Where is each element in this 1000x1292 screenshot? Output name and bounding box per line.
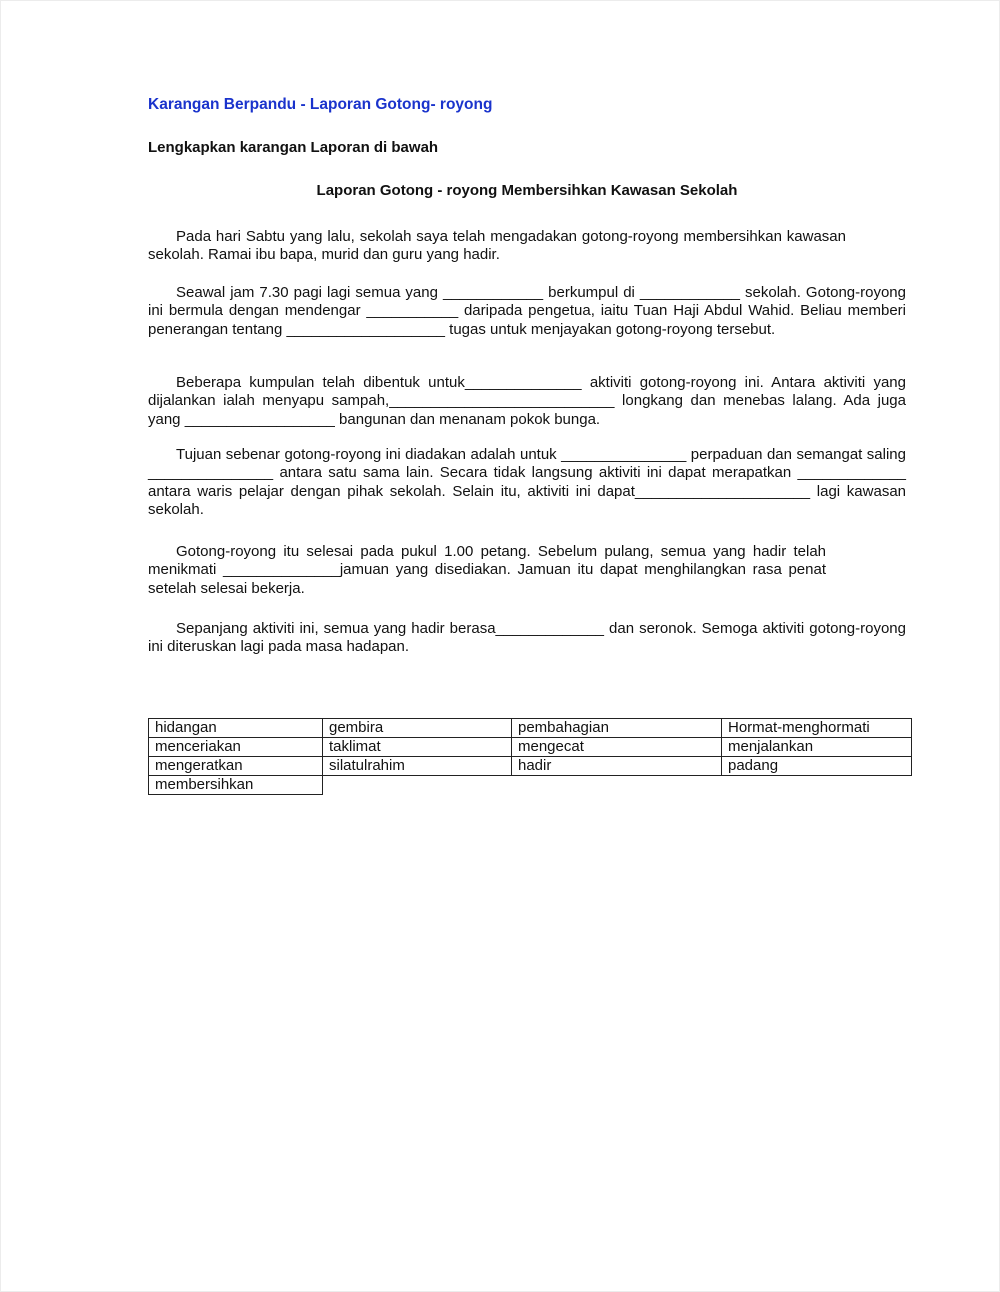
- word-bank-row: [149, 757, 912, 776]
- blank-field[interactable]: _______________: [148, 464, 274, 482]
- text-segment: jamuan yang disediakan. Jamuan itu dapat menghilangkan rasa penat setelah selesai bekerja.: [148, 561, 826, 597]
- blank-field[interactable]: __________________: [184, 410, 335, 428]
- blank-field[interactable]: _____________: [797, 464, 906, 482]
- word-bank-cell: menjalankan: [722, 738, 912, 757]
- essay-title: Laporan Gotong - royong Membersihkan Kawasan Sekolah: [316, 182, 738, 199]
- text-segment: lagi kawasan sekolah.: [148, 482, 907, 518]
- text-segment: dan seronok. Semoga aktiviti gotong-royong ini diteruskan lagi pada masa hadapan.: [148, 620, 906, 656]
- text-segment: tugas untuk menjayakan gotong-royong tersebut.: [444, 320, 776, 338]
- blank-field[interactable]: ___________________: [286, 320, 445, 338]
- instruction-text: Lengkapkan karangan Laporan di bawah: [148, 139, 439, 156]
- empty-cell: [722, 776, 912, 795]
- text-segment: Sepanjang aktiviti ini, semua yang hadir berasa: [176, 620, 496, 637]
- word-bank-cell: menceriakan: [149, 738, 323, 757]
- paragraph-5: [148, 543, 826, 598]
- word-bank-row: [149, 719, 912, 738]
- text-segment: aktiviti gotong-royong ini. Antara aktiviti yang dijalankan ialah menyapu sampah,: [148, 374, 906, 410]
- text-segment: longkang dan menebas lalang. Ada juga yang: [148, 392, 906, 428]
- paragraph-3: [148, 374, 906, 429]
- word-bank-cell: hadir: [512, 757, 722, 776]
- text-segment: Seawal jam 7.30 pagi lagi semua yang: [176, 284, 443, 301]
- paragraph-4: [148, 446, 906, 519]
- text-segment: daripada pengetua, iaitu Tuan Haji Abdul Wahid. Beliau memberi penerangan tentang: [148, 302, 906, 338]
- paragraph-1: Pada hari Sabtu yang lalu, sekolah saya telah mengadakan gotong-royong membersihkan kawasan sekolah. Ramai ibu bapa, murid dan guru yang hadir.: [148, 228, 846, 264]
- word-bank-cell: hidangan: [149, 719, 323, 738]
- text-segment: antara satu sama lain. Secara tidak langsung aktiviti ini dapat merapatkan: [273, 464, 798, 482]
- word-bank-cell: gembira: [323, 719, 512, 738]
- worksheet-title: Karangan Berpandu - Laporan Gotong- royong: [148, 96, 493, 113]
- word-bank-cell: mengeratkan: [149, 757, 323, 776]
- word-bank-cell: taklimat: [323, 738, 512, 757]
- blank-field[interactable]: _______________: [561, 446, 687, 463]
- text-segment: antara waris pelajar dengan pihak sekolah. Selain itu, aktiviti ini dapat: [148, 482, 635, 500]
- blank-field[interactable]: _____________: [495, 620, 604, 637]
- word-bank-cell: silatulrahim: [323, 757, 512, 776]
- word-bank-row: [149, 738, 912, 757]
- text-segment: perpaduan dan semangat saling: [686, 446, 906, 463]
- blank-field[interactable]: ___________________________: [389, 392, 615, 410]
- word-bank-cell: membersihkan: [149, 776, 323, 795]
- empty-cell: [512, 776, 722, 795]
- text-segment: bangunan dan menanam pokok bunga.: [334, 410, 601, 428]
- paragraph-6: [148, 620, 906, 657]
- word-bank-cell: padang: [722, 757, 912, 776]
- text-segment: Gotong-royong itu selesai pada pukul 1.00 petang. Sebelum pulang, semua yang hadir telah menikmati: [148, 543, 826, 579]
- text-segment: Beberapa kumpulan telah dibentuk untuk: [176, 374, 465, 391]
- blank-field[interactable]: ______________: [223, 561, 340, 579]
- empty-cell: [323, 776, 512, 795]
- word-bank-row: [149, 776, 912, 795]
- blank-field[interactable]: ___________: [366, 302, 459, 320]
- text-segment: sekolah. Gotong-royong ini bermula dengan mendengar: [148, 284, 906, 320]
- paragraph-2: [148, 284, 906, 339]
- blank-field[interactable]: ____________: [639, 284, 741, 301]
- word-bank-cell: pembahagian: [512, 719, 722, 738]
- blank-field[interactable]: ______________: [464, 374, 582, 391]
- text-segment: Tujuan sebenar gotong-royong ini diadakan adalah untuk: [176, 446, 562, 463]
- text-segment: berkumpul di: [543, 284, 640, 301]
- word-bank-cell: Hormat-menghormati: [722, 719, 912, 738]
- word-bank-cell: mengecat: [512, 738, 722, 757]
- blank-field[interactable]: _____________________: [634, 482, 811, 500]
- word-bank-table: [148, 718, 912, 795]
- blank-field[interactable]: ____________: [443, 284, 544, 301]
